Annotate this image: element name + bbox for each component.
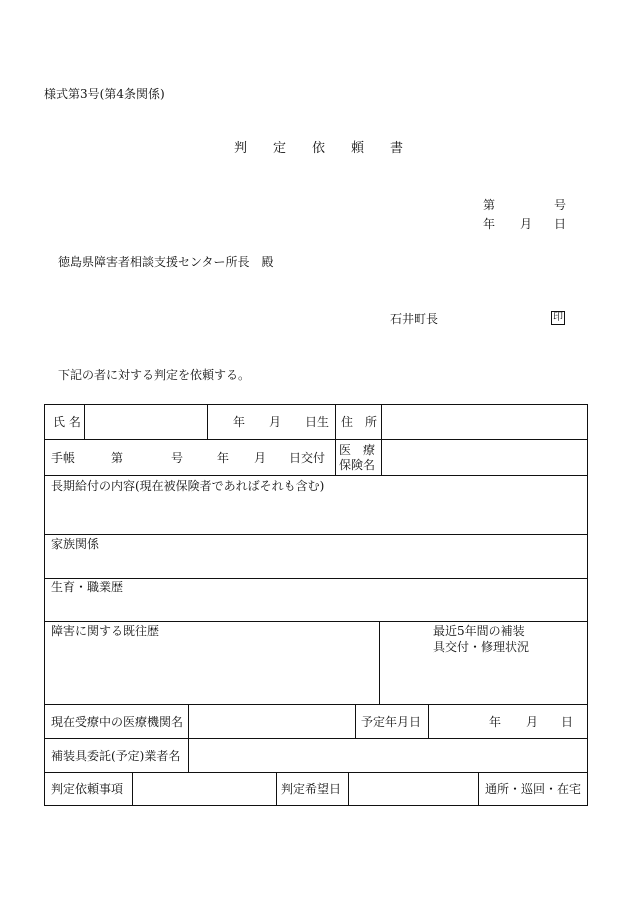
insurer-field[interactable]: [382, 440, 587, 475]
sender: 石井町長: [390, 312, 439, 326]
scheduled-date-label: 予定年月日: [361, 715, 422, 729]
form-number: 様式第3号(第4条関係): [44, 87, 165, 101]
name-label: 氏 名: [53, 415, 81, 429]
contractor-field[interactable]: [189, 739, 587, 772]
birth-day: 日生: [305, 415, 330, 429]
equipment-label-line2: 具交付・修理状況: [433, 640, 530, 654]
insurer-label-line1: 医 療: [339, 443, 376, 457]
contractor-label: 補装具委託(予定)業者名: [51, 749, 181, 763]
issue-day: 日交付: [289, 451, 326, 465]
date-year: 年: [483, 217, 496, 231]
history-field[interactable]: [45, 642, 379, 704]
doc-number-dai: 第: [483, 198, 496, 212]
name-field[interactable]: [85, 405, 207, 439]
techo-label: 手帳: [51, 451, 76, 465]
techo-dai: 第: [111, 451, 124, 465]
scheduled-year: 年: [489, 715, 502, 729]
family-field[interactable]: [45, 555, 587, 578]
address-field[interactable]: [382, 405, 587, 439]
medical-institution-label: 現在受療中の医療機関名: [51, 715, 184, 729]
request-items-label: 判定依頼事項: [51, 782, 124, 796]
career-field[interactable]: [45, 598, 587, 621]
family-label: 家族関係: [51, 537, 100, 551]
address-label: 住 所: [341, 415, 378, 429]
long-term-benefit-label: 長期給付の内容(現在被保険者であればそれも含む): [51, 479, 325, 493]
seal-stamp: 印: [553, 312, 563, 323]
desired-date-label: 判定希望日: [281, 782, 342, 796]
history-label: 障害に関する既往歴: [51, 624, 160, 638]
page-title: 判 定 依 頼 書: [234, 141, 404, 156]
career-label: 生育・職業歴: [51, 580, 124, 594]
techo-go: 号: [171, 451, 184, 465]
birth-year: 年: [233, 415, 246, 429]
intro-text: 下記の者に対する判定を依頼する。: [58, 368, 251, 382]
long-term-benefit-field[interactable]: [45, 497, 587, 534]
scheduled-month: 月: [526, 715, 539, 729]
scheduled-day: 日: [561, 715, 574, 729]
addressee: 徳島県障害者相談支援センター所長 殿: [58, 255, 274, 269]
medical-institution-field[interactable]: [189, 705, 355, 738]
visit-type-options[interactable]: 通所・巡回・在宅: [485, 782, 582, 796]
date-month: 月: [520, 217, 533, 231]
equipment-label-line1: 最近5年間の補装: [433, 624, 525, 638]
date-day: 日: [554, 217, 567, 231]
doc-number-go: 号: [554, 198, 567, 212]
request-items-field[interactable]: [133, 773, 276, 805]
birth-month: 月: [269, 415, 282, 429]
insurer-label-line2: 保険名: [339, 458, 376, 472]
desired-date-field[interactable]: [349, 773, 478, 805]
issue-year: 年: [217, 451, 230, 465]
request-form-table: [44, 404, 588, 806]
issue-month: 月: [254, 451, 267, 465]
